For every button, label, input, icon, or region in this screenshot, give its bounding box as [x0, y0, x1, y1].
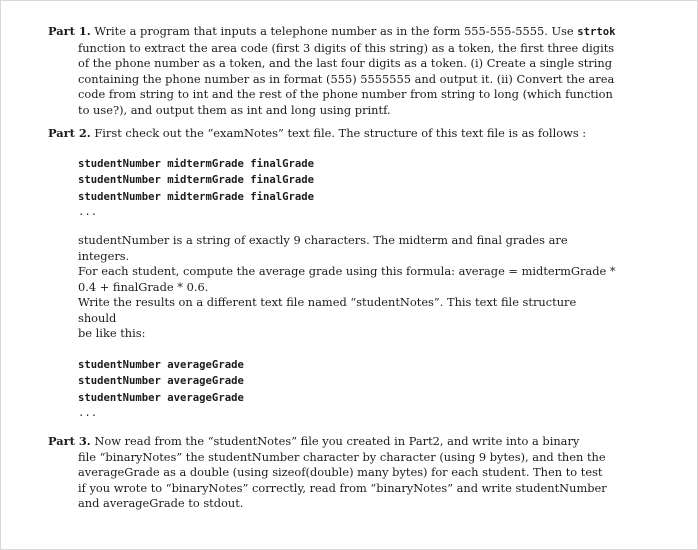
part-2-description	[48, 233, 618, 342]
part-2-desc-line: 0.4 + finalGrade * 0.6.	[78, 279, 209, 294]
strtok-code: strtok	[577, 26, 616, 38]
exam-notes-structure	[48, 156, 618, 206]
part-3-line-1	[48, 434, 618, 450]
part-3-line-3: averageGrade as a double (using sizeof(double) many bytes) for each student. Then to test	[78, 465, 603, 479]
code-line: studentNumber midtermGrade finalGrade	[78, 174, 314, 186]
part-1-line-1	[48, 24, 618, 41]
part-2-desc-line: Write the results on a different text file named “studentNotes”. This text file structure should	[78, 295, 577, 325]
part-2-label: Part 2.	[48, 126, 91, 140]
part-2-desc-line: For each student, compute the average grade using this formula: average = midtermGrade *	[78, 264, 616, 278]
part-1-label: Part 1.	[48, 24, 91, 38]
code-line: studentNumber averageGrade	[78, 391, 244, 404]
code-line: studentNumber midtermGrade finalGrade	[78, 190, 314, 203]
student-notes-structure	[48, 357, 618, 407]
code-line: studentNumber averageGrade	[78, 358, 244, 371]
part-1	[48, 24, 618, 118]
part-3-line-4: if you wrote to “binaryNotes” correctly, read from “binaryNotes” and write studentNumber	[78, 480, 607, 495]
part-3	[48, 434, 618, 512]
code-ellipsis: ...	[78, 407, 98, 419]
part-2-intro: First check out the “examNotes” text file. The structure of this text file is as follows :	[94, 126, 587, 140]
part-2	[48, 126, 618, 420]
part-1-line-2: function to extract the area code (first 3 digits of this string) as a token, the first three digits	[78, 40, 615, 55]
part-2-desc-line: be like this:	[78, 326, 146, 340]
part-1-line-3: of the phone number as a token, and the last four digits as a token. (i) Create a single string	[78, 56, 613, 70]
code-ellipsis: ...	[78, 206, 98, 218]
part-3-line-1-text: Now read from the “studentNotes” file you created in Part2, and write into a binary	[94, 434, 580, 448]
document-body	[48, 24, 618, 512]
part-3-label: Part 3.	[48, 434, 91, 448]
code-line: studentNumber midtermGrade finalGrade	[78, 157, 314, 170]
part-1-line-4: containing the phone number as in format (555) 5555555 and output it. (ii) Convert the area	[78, 71, 615, 86]
code-line: studentNumber averageGrade	[78, 375, 244, 387]
part-2-desc-line: studentNumber is a string of exactly 9 characters. The midterm and final grades are integers.	[78, 233, 568, 263]
part-3-line-5: and averageGrade to stdout.	[78, 496, 244, 510]
part-1-line-1-text: Write a program that inputs a telephone number as in the form 555-555-5555. Use	[94, 24, 578, 38]
part-2-intro-line	[48, 126, 618, 142]
part-3-line-2: file “binaryNotes” the studentNumber character by character (using 9 bytes), and then the	[78, 449, 606, 464]
part-1-line-5: code from string to int and the rest of the phone number from string to long (which function	[78, 87, 613, 101]
part-1-line-6: to use?), and output them as int and long using printf.	[78, 102, 391, 117]
